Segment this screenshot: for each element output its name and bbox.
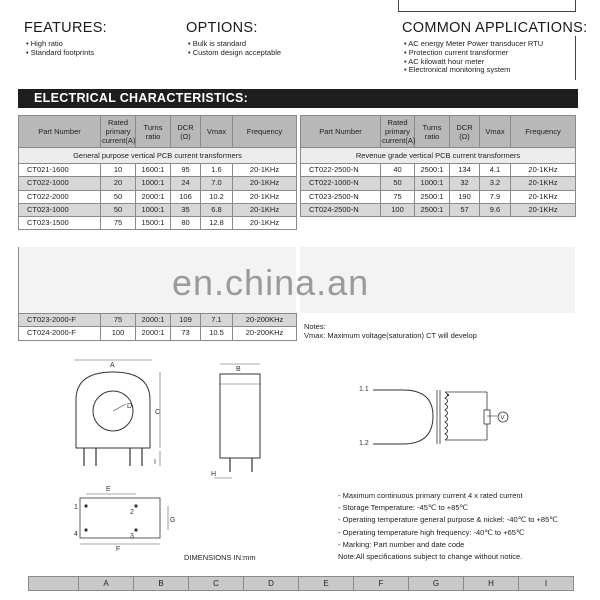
spec-item: - Storage Temperature: -45℃ to +85℃ bbox=[338, 502, 558, 514]
applications-frame-right bbox=[575, 36, 576, 80]
pin-3-label: 3 bbox=[130, 533, 134, 540]
dim-b-label: B bbox=[236, 366, 241, 373]
cell-turns: 1000:1 bbox=[136, 203, 171, 216]
voltmeter-glyph-icon: V bbox=[500, 415, 505, 422]
dim-h-label: H bbox=[211, 471, 217, 478]
dim-e-label: E bbox=[106, 486, 111, 493]
cell-part: CT023-2500-N bbox=[301, 190, 381, 203]
col-frequency: Frequency bbox=[233, 116, 297, 148]
col-dcr: DCR (Ω) bbox=[171, 116, 201, 148]
dim-c-label: C bbox=[155, 409, 161, 416]
revenue-grade-table bbox=[300, 115, 576, 217]
primary-conductor bbox=[373, 390, 433, 444]
pin-1-label: 1 bbox=[74, 504, 78, 511]
cell-part: CT022-2000 bbox=[19, 190, 101, 203]
cell-dcr: 32 bbox=[450, 177, 480, 190]
col-dcr: DCR (Ω) bbox=[450, 116, 480, 148]
cell-dcr: 73 bbox=[171, 327, 201, 340]
spec-item: - Operating temperature general purpose & nickel: -40℃ to +85℃ bbox=[338, 514, 558, 526]
lead-1-2-label: 1.2 bbox=[359, 440, 369, 447]
cell-rated: 100 bbox=[381, 203, 415, 216]
cell-vmax: 9.6 bbox=[480, 203, 511, 216]
col-part-number: Part Number bbox=[19, 116, 101, 148]
dims-col-i: I bbox=[519, 577, 574, 591]
applications-list bbox=[404, 40, 543, 75]
col-part-number: Part Number bbox=[301, 116, 381, 148]
pin-4-label: 4 bbox=[74, 531, 78, 538]
watermark: en.china.an bbox=[172, 262, 370, 303]
table-row bbox=[301, 203, 576, 216]
secondary-winding bbox=[445, 392, 448, 440]
spec-item: - Operating temperature high frequency: -40℃ to +65℃ bbox=[338, 527, 558, 539]
applications-item: • Electronical monitoring system bbox=[404, 66, 543, 75]
col-vmax: Vmax bbox=[480, 116, 511, 148]
col-turns-ratio: Turns ratio bbox=[136, 116, 171, 148]
pin-2-label: 2 bbox=[130, 509, 134, 516]
dims-col-a: A bbox=[79, 577, 134, 591]
cell-frequency: 20-1KHz bbox=[511, 177, 576, 190]
table-row bbox=[301, 190, 576, 203]
cell-rated: 20 bbox=[101, 177, 136, 190]
cell-frequency: 20-1KHz bbox=[233, 190, 297, 203]
dim-g-label: G bbox=[170, 517, 176, 524]
cell-part: CT021-1600 bbox=[19, 164, 101, 177]
dims-col-b: B bbox=[134, 577, 189, 591]
table-row bbox=[19, 327, 297, 340]
notes-vmax: Vmax: Maximum voltage(saturation) CT will develop bbox=[304, 331, 477, 340]
dims-corner-cell bbox=[29, 577, 79, 591]
cell-turns: 1000:1 bbox=[136, 177, 171, 190]
cell-rated: 75 bbox=[381, 190, 415, 203]
table-row bbox=[301, 177, 576, 190]
dims-header-row bbox=[29, 577, 574, 591]
table-row bbox=[19, 314, 297, 327]
table-header-row bbox=[19, 116, 297, 148]
dim-f-label: F bbox=[116, 546, 121, 553]
specs-note: Note:All specifications subject to change without notice. bbox=[338, 552, 523, 561]
cell-vmax: 4.1 bbox=[480, 164, 511, 177]
features-item: • Standard footprints bbox=[26, 49, 94, 58]
cell-part: CT022-1000 bbox=[19, 177, 101, 190]
cell-frequency: 20-1KHz bbox=[233, 177, 297, 190]
side-view-drawing bbox=[212, 360, 272, 485]
cell-dcr: 109 bbox=[171, 314, 201, 327]
applications-item: • Protection current transformer bbox=[404, 49, 543, 58]
dims-col-c: C bbox=[189, 577, 244, 591]
cell-vmax: 7.9 bbox=[480, 190, 511, 203]
applications-item: • AC kilowatt hour meter bbox=[404, 58, 543, 67]
dimensions-caption: DIMENSIONS IN:mm bbox=[184, 553, 256, 562]
high-frequency-rows bbox=[18, 313, 297, 341]
cell-frequency: 20-1KHz bbox=[511, 203, 576, 216]
table-row bbox=[19, 217, 297, 230]
features-title: FEATURES: bbox=[24, 20, 107, 36]
cell-rated: 50 bbox=[101, 190, 136, 203]
spec-item: - Marking: Part number and date code bbox=[338, 539, 558, 551]
col-frequency: Frequency bbox=[511, 116, 576, 148]
ct-body-side bbox=[220, 374, 260, 458]
features-item: • High ratio bbox=[26, 40, 94, 49]
cell-vmax: 12.8 bbox=[201, 217, 233, 230]
cell-dcr: 35 bbox=[171, 203, 201, 216]
spec-list bbox=[338, 490, 558, 551]
table-row bbox=[19, 164, 297, 177]
dims-col-f: F bbox=[354, 577, 409, 591]
applications-item: • AC energy Meter Power transducer RTU bbox=[404, 40, 543, 49]
cell-turns: 2500:1 bbox=[415, 203, 450, 216]
spec-item: - Maximum continuous primary current 4 x rated current bbox=[338, 490, 558, 502]
cell-part: CT023-1500 bbox=[19, 217, 101, 230]
cell-turns: 2500:1 bbox=[415, 164, 450, 177]
applications-title: COMMON APPLICATIONS: bbox=[402, 20, 588, 36]
schematic-diagram bbox=[355, 378, 515, 458]
cell-frequency: 20-1KHz bbox=[233, 164, 297, 177]
options-list bbox=[188, 40, 281, 58]
cell-dcr: 106 bbox=[171, 190, 201, 203]
cell-part: CT023-2000-F bbox=[19, 314, 101, 327]
cell-dcr: 80 bbox=[171, 217, 201, 230]
cell-frequency: 20-1KHz bbox=[233, 203, 297, 216]
cell-frequency: 20-1KHz bbox=[511, 164, 576, 177]
table-header-row bbox=[301, 116, 576, 148]
notes-title: Notes: bbox=[304, 322, 326, 331]
cell-rated: 10 bbox=[101, 164, 136, 177]
col-rated-current: Rated primary current(A) bbox=[381, 116, 415, 148]
group-label: General purpose vertical PCB current transformers bbox=[19, 148, 297, 164]
lead-1-1-label: 1.1 bbox=[359, 386, 369, 393]
general-purpose-table bbox=[18, 115, 297, 230]
dim-i-label: I bbox=[154, 459, 156, 466]
cell-vmax: 1.6 bbox=[201, 164, 233, 177]
cell-part: CT024-2000-F bbox=[19, 327, 101, 340]
options-item: • Bulk is standard bbox=[188, 40, 281, 49]
cell-dcr: 24 bbox=[171, 177, 201, 190]
cell-frequency: 20-1KHz bbox=[233, 217, 297, 230]
dims-col-d: D bbox=[244, 577, 299, 591]
cell-turns: 2000:1 bbox=[136, 327, 171, 340]
cell-dcr: 95 bbox=[171, 164, 201, 177]
cell-rated: 100 bbox=[101, 327, 136, 340]
electrical-characteristics-header: ELECTRICAL CHARACTERISTICS: bbox=[18, 89, 578, 108]
cell-turns: 2500:1 bbox=[415, 190, 450, 203]
cell-dcr: 57 bbox=[450, 203, 480, 216]
cell-turns: 1500:1 bbox=[136, 217, 171, 230]
cell-part: CT023-1000 bbox=[19, 203, 101, 216]
cell-turns: 2000:1 bbox=[136, 314, 171, 327]
cell-turns: 1000:1 bbox=[415, 177, 450, 190]
cell-vmax: 7.0 bbox=[201, 177, 233, 190]
cell-turns: 1600:1 bbox=[136, 164, 171, 177]
table-row bbox=[19, 177, 297, 190]
burden-resistor bbox=[484, 410, 490, 424]
cell-rated: 75 bbox=[101, 314, 136, 327]
cell-rated: 50 bbox=[101, 203, 136, 216]
cell-rated: 50 bbox=[381, 177, 415, 190]
front-view-drawing bbox=[60, 356, 170, 474]
cell-vmax: 6.8 bbox=[201, 203, 233, 216]
cell-vmax: 3.2 bbox=[480, 177, 511, 190]
cell-part: CT024-2500-N bbox=[301, 203, 381, 216]
options-title: OPTIONS: bbox=[186, 20, 258, 36]
dims-col-e: E bbox=[299, 577, 354, 591]
applications-frame-top bbox=[398, 0, 576, 12]
footprint-drawing bbox=[72, 482, 182, 552]
col-vmax: Vmax bbox=[201, 116, 233, 148]
cell-frequency: 20-1KHz bbox=[511, 190, 576, 203]
cell-part: CT022-1000-N bbox=[301, 177, 381, 190]
cell-part: CT022-2500-N bbox=[301, 164, 381, 177]
table-row bbox=[301, 164, 576, 177]
dim-a-label: A bbox=[110, 362, 115, 369]
cell-frequency: 20-200KHz bbox=[233, 314, 297, 327]
options-item: • Custom design acceptable bbox=[188, 49, 281, 58]
notes bbox=[304, 322, 477, 340]
features-list bbox=[26, 40, 94, 58]
dimensions-table bbox=[28, 576, 574, 591]
table-row bbox=[19, 203, 297, 216]
dim-d-label: D bbox=[127, 403, 133, 410]
group-label: Revenue grade vertical PCB current transformers bbox=[301, 148, 576, 164]
cell-vmax: 10.2 bbox=[201, 190, 233, 203]
footprint-outline bbox=[80, 498, 160, 538]
cell-frequency: 20-200KHz bbox=[233, 327, 297, 340]
cell-dcr: 190 bbox=[450, 190, 480, 203]
cell-vmax: 10.5 bbox=[201, 327, 233, 340]
cell-rated: 75 bbox=[101, 217, 136, 230]
cell-vmax: 7.1 bbox=[201, 314, 233, 327]
col-turns-ratio: Turns ratio bbox=[415, 116, 450, 148]
cell-turns: 2000:1 bbox=[136, 190, 171, 203]
cell-dcr: 134 bbox=[450, 164, 480, 177]
cell-rated: 40 bbox=[381, 164, 415, 177]
dims-col-h: H bbox=[464, 577, 519, 591]
table-row bbox=[19, 190, 297, 203]
dims-col-g: G bbox=[409, 577, 464, 591]
col-rated-current: Rated primary current(A) bbox=[101, 116, 136, 148]
